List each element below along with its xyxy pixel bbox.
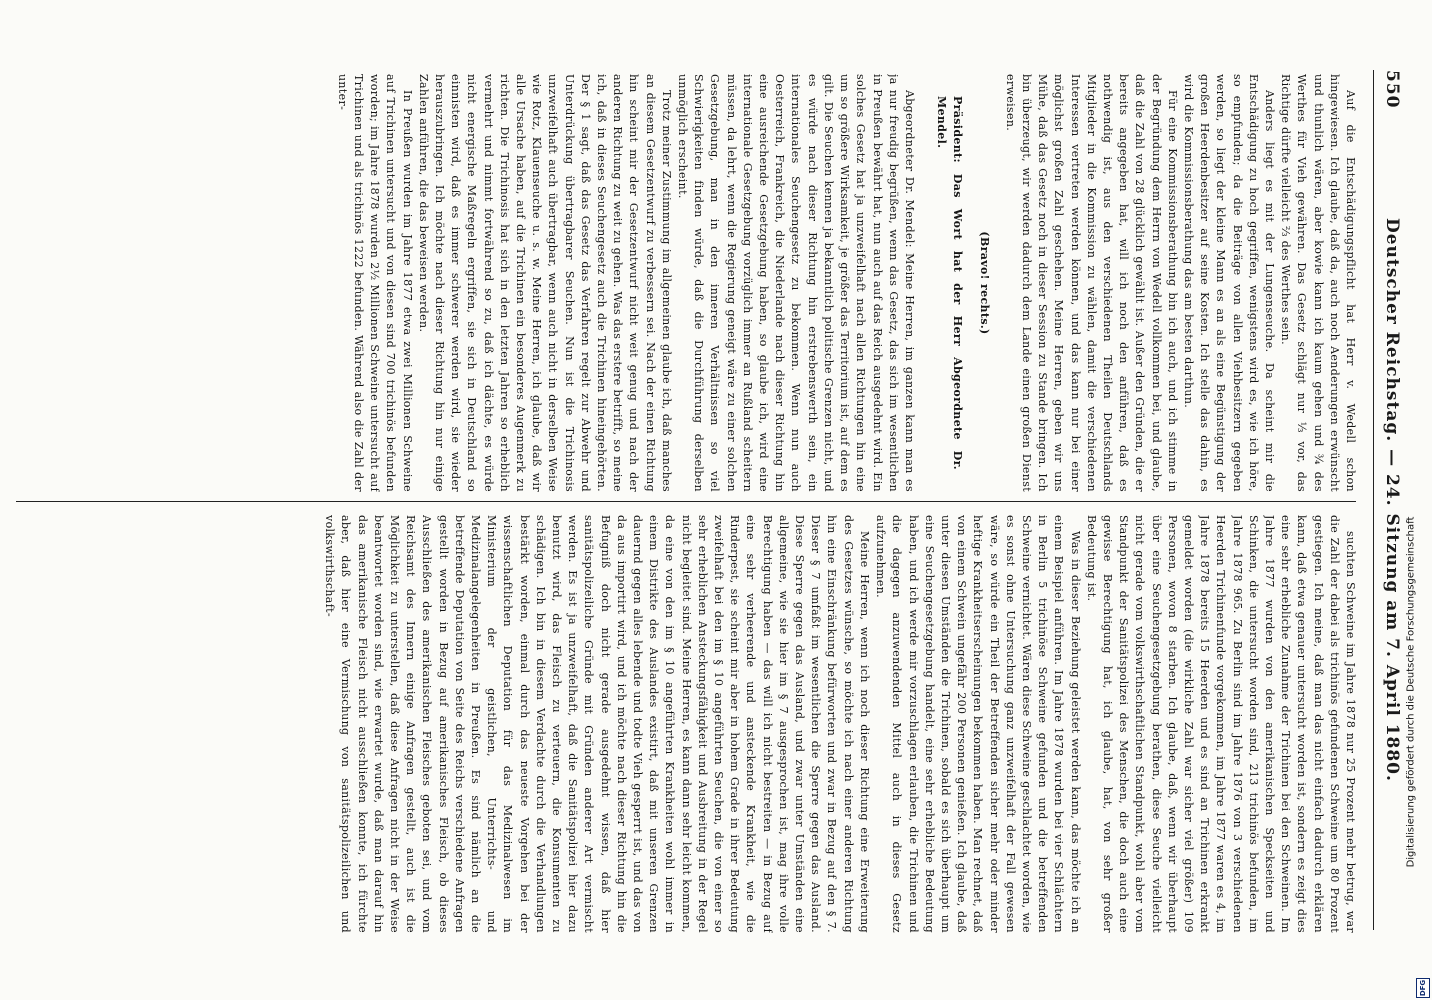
paragraph: Abgeordneter Dr. Mendel: Meine Herren, im ganzen kann man es ja nur freudig begrüßen, wenn das Gesetz, das sich im wesentlichen in Preußen bewährt hat, nun auch auf das Reich ausgedehnt wird. Ein solches Gesetz hat ja unzweifelhaft nach allen Richtungen hin eine um so größere Wirksamkeit, je größer das Territorium ist, auf dem es gilt. Die Seuchen kennen ja bekanntlich politische Grenzen nicht, und es würde nach dieser Richtung hin erstrebenswerth sein, ein internationales Seuchengesetz zu bekommen. Wenn nun auch Oesterreich, Frankreich, die Niederlande nach dieser Richtung hin eine ausreichende Gesetzgebung haben, so glaube ich, wird eine internationale Gesetzgebung vorzüglich immer an Rußland scheitern müssen, da lehrt, wenn die Regierung geneigt wäre zu einer solchen Gesetzgebung, man in den inneren Verhältnissen so viel Schwierigkeiten finden würde, daß die Durchführung derselben unmöglich erscheint. bbox=[676, 74, 916, 492]
right-column bbox=[8, 515, 1358, 933]
running-title: Deutscher Reichstag. — 24. Sitzung am 7. April 1880. bbox=[1382, 218, 1402, 782]
president-statement: Präsident: Das Wort hat der Herr Abgeordnete Dr. Mendel. bbox=[935, 96, 965, 470]
page-header bbox=[1373, 70, 1404, 930]
digitization-note bbox=[1404, 392, 1418, 992]
paragraph: Anders liegt es mit der Lungenseuche. Da scheint mir die Entschädigung zu hoch gegriffen, wenigstens wird es, wie ich höre, so empfunden; da die Beiträge von allen Viehbesitzern gegeben werden, so liegt der kleine Mann es an als eine Begünstigung der großen Heerdenbesitzer auf seine Kosten. Ich stelle das dahin, es wird die Kommissionsberathung das am besten darthun. bbox=[1181, 74, 1276, 492]
paragraph: suchten Schweine im Jahre 1878 nur 25 Prozent mehr betrug, war die Zahl der dabei als trichinös gefundenen Schweine um 80 Prozent gestiegen. Ich meine, daß man das nicht einfach dadurch erklären kann, daß etwa genauer untersucht worden ist, sondern es zeigt dies eine sehr erhebliche Zunahme der Trichinen bei den Schweinen. Im Jahre 1877 wurden von den amerikanischen Speckseiten und Schinken, die untersucht worden sind, 213 trichinös befunden, im Jahre 1878 965. Zu Berlin sind im Jahre 1876 von 3 verschiedenen Heerden Trichinenfunde vorgekommen, im Jahre 1877 waren es 4, im Jahre 1878 bereits 15 Heerden und es sind an Trichinen erkrankt gemeldet worden (die wirkliche Zahl war sicher viel größer) 109 Personen, wovon 8 starben. Ich glaube, daß, wenn wir überhaupt über eine Seuchengesetzgebung berathen, diese Seuche vielleicht nicht gerade vom volkswirthschaftlichen Standpunkt, wohl aber vom Standpunkt der Sanitätspolizei des Menschen, die doch auch eine gewisse Berechtigung hat, ich glaube, hat, von sehr großer Bedeutung ist. bbox=[1084, 515, 1357, 933]
paragraph: Für eine Kommissionsberathung bin ich auch, und ich stimme in der Begründung dem Herrn von Wedell vollkommen bei, und glaube, daß die Zahl von 28 glücklich gewählt ist. Außer den Gründen, die er bereits angegeben hat, will ich noch den anführen, daß es nothwendig ist, aus den verschiedenen Theilen Deutschlands Mitglieder in die Kommission zu wählen, damit die verschiedenen Interessen vertreten werden können, und das kann nur bei einer möglichst großen Zahl geschehen. Meine Herren, geben wir uns Mühe, daß das Gesetz noch in dieser Session zu Stande bringen. Ich bin überzeugt, wir werden dadurch dem Lande einen großen Dienst erweisen. bbox=[1003, 74, 1179, 492]
paragraph: Auf die Entschädigungspflicht hat Herr v. Wedell schon hingewiesen. Ich glaube, daß da, auch noch Aenderungen erwünscht und thunlich wären, aber kowie kann ich kaum gehen und ¾ des Werthes für Vieh gewähren. Das Gesetz schlägt nur ⅓ vor, das Richtige dürfte vielleicht ⅔ des Werthes sein. bbox=[1279, 74, 1357, 492]
paragraph: Trotz meiner Zustimmung im allgemeinen glaube ich, daß manches an diesem Gesetzentwurf zu verbessern sei. Nach der einen Richtung hin scheint mir der Gesetzentwurf nicht weit genug und nach der anderen Richtung zu weit zu gehen. Was das erstere betrifft, so meine ich, daß in dieses Seuchengesetz auch die Trichinen hineingehörten. Der § 1 sagt, daß das Gesetz das Verfahren regelt zur Abwehr und Unterdrückung übertragbarer Seuchen. Nun ist die Trichinosis unzweifelhaft auch übertragbar, wenn auch nicht in derselben Weise wie Rotz, Klauenseuche u. s. w. Meine Herren, ich glaube, daß wir alle Ursache haben, auf die Trichinen ein besonderes Augenmerk zu richten. Die Trichinosis hat sich in den letzten Jahren so erheblich vermehrt und nimmt fortwährend so zu, daß ich dächte, es würde nicht energische Maßregeln ergriffen, sie sich in Deutschland so einnisten wird, daß es immer schwerer werden wird, sie wieder herauszubringen. Ich möchte nach dieser Richtung hin nur einige Zahlen anführen, die das beweisen werden. bbox=[416, 74, 673, 492]
dfg-logo bbox=[1416, 978, 1430, 998]
paragraph: Meine Herren, wenn ich noch dieser Richtung eine Erweiterung des Gesetzes wünsche, so möchte ich nach einer anderen Richtung hin eine Einschränkung befürworten und zwar in Bezug auf den § 7. Dieser § 7 umfaßt im wesentlichen die Sperre gegen das Ausland. Diese Sperre gegen das Ausland, und zwar unter Umständen eine allgemeine, wie sie hier im § 7 ausgesprochen ist, mag ihre volle Berechtigung haben — das will ich nicht bestreiten — in Bezug auf eine sehr verheerende und ansteckende Krankheit, wie die Rinderpest, sie scheint mir aber in hohem Grade in ihrer Bedeutung zweifelhaft bei den im § 10 angeführten Seuchen, die von einer so sehr erheblichen Ansteckungsfähigkeit und Ausbreitung in der Regel nicht begleitet sind. Meine Herren, es kann dann sehr leicht kommen, da eine von den im § 10 angeführten Krankheiten wohl immer in einem Distrikte des Auslandes existirt, daß mit unseren Grenzen dauernd gegen alles lebende und todte Vieh gesperrt ist, und das von da aus importirt wird, und ich möchte nach dieser Richtung hin die Befugniß doch nicht gerade ausgedehnt wissen, daß hier sanitätspolizeiliche Gründe mit Gründen anderer Art vermischt werden. Es ist ja unzweifelhaft, daß die Sanitätspolizei hier dazu benutzt wird, das Fleisch zu verteuern, die Konsumenten zu schädigen. Ich bin in diesem Verdachte durch die Verhandlungen bestärkt worden, einmal durch das neueste Vorgehen bei der wissenschaftlichen Deputation für das Medizinalwesen im Ministerium der geistlichen, Unterrichts- und Medizinalangelegenheiten in Preußen. Es sind nämlich an die betreffende Deputation von Seite des Reichs verschiedene Anfragen gestellt worden in Bezug auf amerikanisches Fleisch, ob dieses Ausschließen des amerikanischen Fleisches geboten sei, und vom Reichsamt des Innern einige Anfragen gestellt, auch ist die Möglichkeit zu unterstellen, daß diese Anfragen nicht in der Weise beantwortet worden sind, wie erwartet wurde, daß man darauf hin das amerikanische Fleisch nicht ausschließen konnte, ich fürchte aber, daß hier eine Vermischung von sanitätspolizeilichen und volkswirthschaft- bbox=[323, 515, 871, 933]
digitization-note-text: Digitalisierung gefördert durch die Deutsche Forschungsgemeinschaft bbox=[1405, 516, 1417, 868]
paragraph: Was in dieser Beziehung geleistet werden kann, das möchte ich an einem Beispiel anführen. Im Jahre 1878 wurden bei vier Schlächtern in Berlin 5 trichinöse Schweine gefunden und die betreffenden Schweine vernichtet. Wären diese Schweine geschlachtet worden, wie es sonst ohne Untersuchung ganz unzweifelhaft der Fall gewesen wäre, so würde ein Theil der Betreffenden sicher mehr oder minder heftige Krankheitserscheinungen bekommen haben. Man rechnet, daß von einem Schwein ungefähr 200 Personen genießen. Ich glaube, daß unter diesen Umständen die Trichinen, sobald es sich überhaupt um eine Seuchengesetzgebung handelt, eine sehr erhebliche Bedeutung haben, und ich werde mir vorzuschlagen erlauben, die Trichinen und die dagegen anzuwendenden Mittel auch in dieses Gesetz aufzunehmen. bbox=[874, 515, 1082, 933]
page-number: 550 bbox=[1382, 70, 1402, 109]
column-divider bbox=[16, 501, 1356, 502]
paragraph: In Preußen wurden im Jahre 1877 etwa zwei Millionen Schweine auf Trichinen untersucht und von diesen sind 700 trichinös befunden worden; im Jahre 1878 wurden 2½ Millionen Schweine untersucht auf Trichinen und als trichinös 1222 befunden. Während also die Zahl der unter- bbox=[335, 74, 414, 492]
interjection: (Bravo! rechts.) bbox=[977, 231, 991, 335]
dfg-logo-text: DFG bbox=[1419, 979, 1427, 997]
left-column bbox=[8, 74, 1358, 492]
